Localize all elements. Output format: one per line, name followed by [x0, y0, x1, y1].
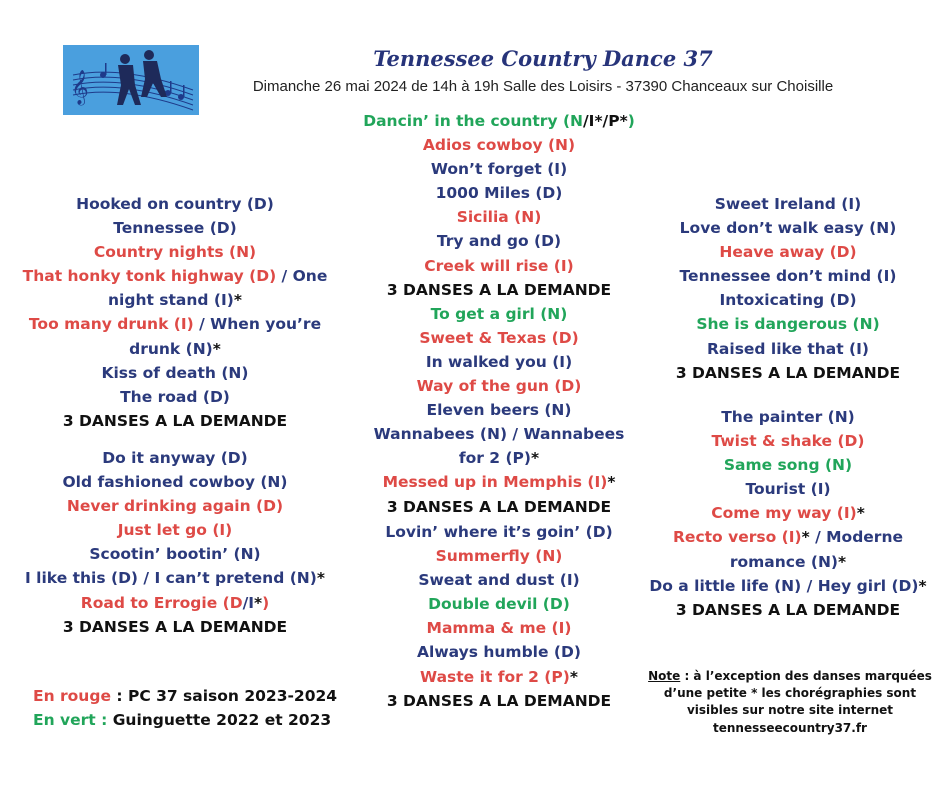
dance-item-part: I like this (D) / I can’t pretend (N) [25, 569, 317, 588]
dance-item: She is dangerous (N) [696, 315, 880, 334]
dance-item [358, 109, 640, 133]
dance-item: Try and go (D) [436, 232, 562, 251]
dance-item [648, 574, 928, 598]
dance-item: Lovin’ where it’s goin’ (D) [385, 523, 613, 541]
dance-item [358, 470, 640, 494]
dance-item: Heave away (D) [719, 243, 857, 262]
dance-item: Sweat and dust (I) [418, 571, 580, 590]
asterisk: * [531, 449, 540, 468]
dance-item: Summerfly (N) [435, 547, 563, 566]
request-dances: 3 DANSES A LA DEMANDE [386, 497, 612, 516]
dance-item: Won’t forget (I) [430, 160, 568, 179]
asterisk: * [233, 291, 242, 310]
asterisk: * [316, 569, 325, 588]
color-legend [33, 684, 337, 732]
dance-item: Never drinking again (D) [66, 497, 284, 516]
dance-item-continued [15, 288, 335, 312]
asterisk: * [594, 112, 603, 130]
dance-item: Do it anyway (D) [102, 449, 248, 467]
asterisk: * [838, 552, 847, 571]
dance-item: In walked you (I) [425, 352, 573, 371]
dance-item: Way of the gun (D) [416, 377, 582, 396]
request-dances: 3 DANSES A LA DEMANDE [675, 600, 901, 619]
asterisk: * [801, 528, 810, 547]
dance-item [358, 665, 640, 689]
dance-item-part: /I [242, 593, 254, 612]
dance-item-part: Do a little life (N) / Hey girl (D) [649, 576, 919, 595]
legend-red-label: En rouge [33, 687, 111, 705]
request-dances: 3 DANSES A LA DEMANDE [62, 617, 288, 636]
dance-item-part: Waste it for 2 (P) [420, 667, 570, 686]
dance-item [15, 264, 335, 288]
dance-item: Raised like that (I) [706, 339, 869, 358]
dance-item-part: Messed up in Memphis (I) [382, 473, 608, 492]
asterisk: * [607, 473, 616, 492]
dance-item: Country nights (N) [93, 243, 257, 262]
dance-column-3b [648, 405, 928, 622]
dance-item: Same song (N) [723, 456, 853, 475]
dance-item-part: ) [262, 593, 270, 612]
dance-item-part: Road to Errogie (D [80, 593, 243, 612]
note-text: : à l’exception des danses marquées [680, 669, 932, 683]
asterisk: * [212, 339, 221, 358]
legend-red [33, 684, 337, 708]
dance-item: Double devil (D) [428, 595, 570, 614]
legend-green [33, 708, 337, 732]
dance-item: Scootin’ bootin’ (N) [89, 545, 261, 564]
dance-column-3 [648, 192, 928, 385]
dance-column-2b [358, 520, 640, 713]
dance-item: Creek will rise (I) [424, 256, 574, 275]
website-text: tennesseecountry37.fr [713, 720, 867, 735]
dance-item-continued [358, 446, 640, 470]
asterisk: * [856, 504, 865, 523]
dance-item-part: / One [276, 267, 328, 286]
dance-item-part: Recto verso (I) [673, 528, 802, 547]
legend-green-label: En vert : [33, 711, 108, 730]
dance-column-1b [15, 446, 335, 639]
dance-item-part: romance (N) [729, 552, 839, 571]
dance-item-part: / When you’re [193, 315, 322, 334]
dance-item: Old fashioned cowboy (N) [62, 473, 288, 492]
request-dances: 3 DANSES A LA DEMANDE [386, 280, 612, 299]
note-line [640, 668, 940, 685]
note-line: d’une petite * les chorégraphies sont [663, 686, 917, 701]
dance-item: The painter (N) [721, 408, 855, 426]
dance-item-part: night stand (I) [108, 291, 234, 310]
dance-item-part: drunk (N) [129, 339, 213, 358]
dance-item: Sicilia (N) [456, 208, 542, 227]
dance-item-part: for 2 (P) [458, 449, 532, 468]
event-subtitle: Dimanche 26 mai 2024 de 14h à 19h Salle des Loisirs - 37390 Chanceaux sur Choisille [252, 78, 834, 95]
dance-item: Just let go (I) [117, 521, 233, 540]
request-dances: 3 DANSES A LA DEMANDE [675, 363, 901, 382]
dance-item [648, 501, 928, 525]
dance-item-part: That honky tonk highway (D) [22, 267, 277, 286]
dance-item: Sweet Ireland (I) [714, 195, 862, 213]
dance-item: Tennessee (D) [113, 219, 237, 238]
dance-item: The road (D) [120, 387, 230, 406]
asterisk: * [918, 576, 927, 595]
dance-item-part: /P [602, 112, 620, 130]
dance-item: Tennessee don’t mind (I) [679, 267, 897, 286]
dance-item: 1000 Miles (D) [435, 184, 563, 203]
request-dances: 3 DANSES A LA DEMANDE [386, 691, 612, 710]
dance-item: Eleven beers (N) [426, 401, 572, 420]
dance-column-2 [358, 109, 640, 519]
dance-item-continued [648, 550, 928, 574]
dance-item-part: ) [627, 112, 635, 130]
note-line: visibles sur notre site internet [686, 703, 894, 718]
page-title: Tennessee Country Dance 37 [373, 46, 713, 71]
dance-item-part: Come my way (I) [711, 504, 857, 523]
dance-item-part: /I [583, 112, 595, 130]
dance-item [15, 566, 335, 590]
dance-item: Sweet & Texas (D) [419, 328, 579, 347]
dance-item [648, 525, 928, 549]
dance-item: Love don’t walk easy (N) [679, 219, 897, 238]
dance-item: Twist & shake (D) [711, 432, 865, 451]
footnote [640, 668, 940, 737]
asterisk: * [569, 667, 578, 686]
note-label: Note [648, 669, 681, 683]
legend-red-text: : PC 37 saison 2023-2024 [110, 687, 338, 705]
dance-item: Tourist (I) [745, 480, 831, 499]
dance-item: Wannabees (N) / Wannabees [373, 425, 625, 444]
dance-item: Adios cowboy (N) [422, 136, 576, 155]
asterisk: * [254, 593, 263, 612]
dance-item [15, 591, 335, 615]
svg-text:𝄞: 𝄞 [71, 70, 89, 105]
dance-item: To get a girl (N) [430, 304, 568, 323]
dance-item-part: / Moderne [809, 528, 903, 547]
dance-item-part: Too many drunk (I) [28, 315, 194, 334]
dance-item-continued [15, 337, 335, 361]
asterisk: * [619, 112, 628, 130]
dance-item: Always humble (D) [417, 643, 581, 662]
dance-item: Hooked on country (D) [76, 195, 274, 213]
dance-item [15, 312, 335, 336]
legend-green-text: Guinguette 2022 et 2023 [107, 711, 332, 730]
request-dances: 3 DANSES A LA DEMANDE [62, 411, 288, 430]
dance-item: Kiss of death (N) [101, 363, 249, 382]
dance-column-1 [15, 192, 335, 433]
dance-item: Mamma & me (I) [426, 619, 572, 638]
dance-item-part: Dancin’ in the country (N [363, 112, 583, 130]
dance-item: Intoxicating (D) [719, 291, 857, 310]
